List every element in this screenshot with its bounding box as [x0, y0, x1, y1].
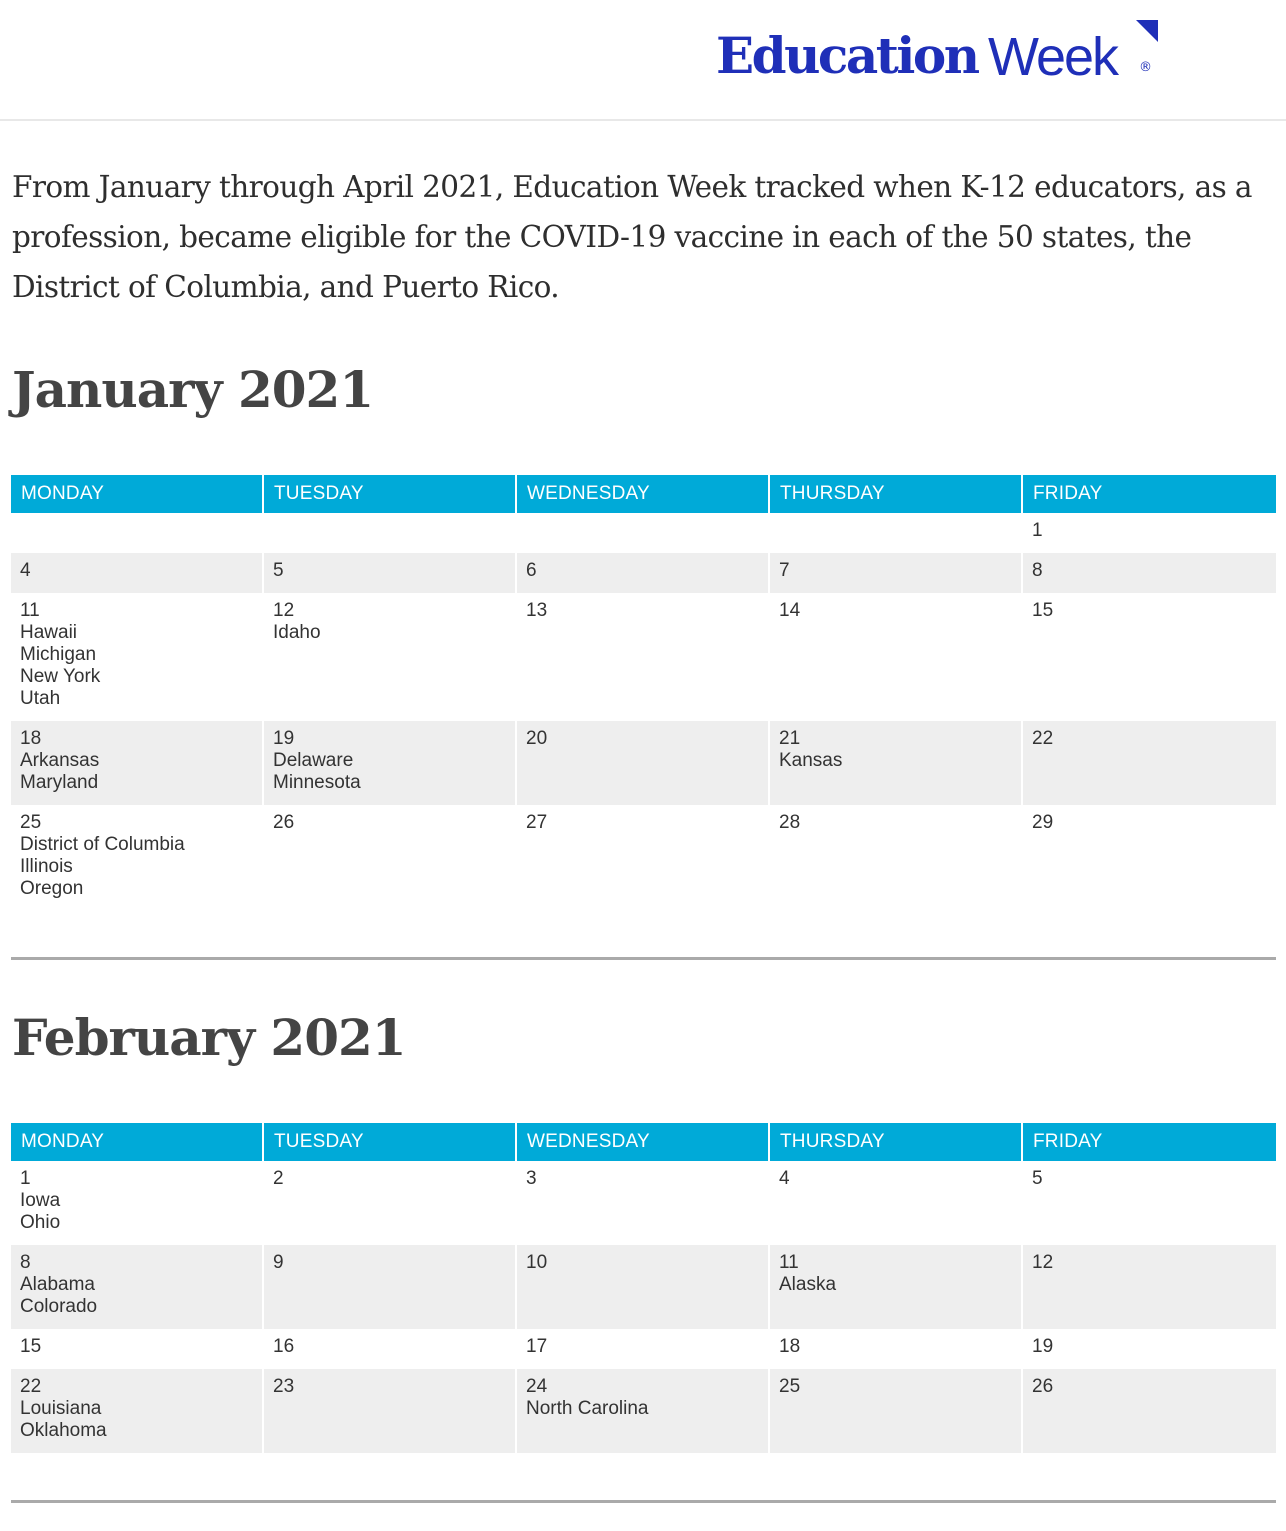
day-cell [264, 1161, 517, 1245]
day-cell [770, 1329, 1023, 1369]
day-cell [517, 513, 770, 553]
day-number [526, 520, 759, 542]
day-number: 8 [1032, 560, 1043, 581]
day-number: 23 [273, 1376, 295, 1397]
education-week-logo[interactable] [716, 26, 1166, 86]
day-number: 25 [779, 1376, 801, 1397]
day-number [779, 520, 1012, 542]
day-cell [11, 721, 264, 805]
day-number: 3 [526, 1168, 537, 1189]
logo-light-text: Week [988, 27, 1118, 87]
state-name: Arkansas [20, 750, 100, 771]
day-number: 11 [20, 600, 40, 621]
day-cell [770, 553, 1023, 593]
calendar-january [11, 475, 1276, 911]
day-number: 10 [526, 1252, 548, 1273]
week-row [11, 593, 1276, 721]
day-cell [770, 1245, 1023, 1329]
day-number: 12 [273, 600, 295, 621]
day-cell [11, 1245, 264, 1329]
state-name: Ohio [20, 1212, 61, 1233]
state-name: Illinois [20, 856, 73, 877]
day-number: 4 [20, 560, 31, 581]
day-number: 4 [779, 1168, 790, 1189]
day-cell [517, 1329, 770, 1369]
week-row [11, 1161, 1276, 1245]
day-cell [264, 721, 517, 805]
state-name: Oregon [20, 878, 84, 899]
state-name: Minnesota [273, 772, 361, 793]
day-cell [1023, 805, 1276, 911]
column-header: WEDNESDAY [517, 1123, 770, 1161]
day-number: 24 [526, 1376, 548, 1397]
day-number: 21 [779, 728, 801, 749]
day-cell [1023, 1245, 1276, 1329]
state-name: Colorado [20, 1296, 98, 1317]
day-number: 18 [779, 1336, 801, 1357]
week-row [11, 1369, 1276, 1453]
day-number [273, 520, 506, 542]
day-number: 1 [20, 1168, 31, 1189]
state-name: Iowa [20, 1190, 61, 1211]
day-number: 22 [20, 1376, 42, 1397]
day-cell [1023, 1161, 1276, 1245]
day-cell [11, 1329, 264, 1369]
week-row [11, 721, 1276, 805]
column-header: MONDAY [11, 1123, 264, 1161]
week-row [11, 805, 1276, 911]
day-number: 16 [273, 1336, 295, 1357]
state-name: Oklahoma [20, 1420, 107, 1441]
state-name: Louisiana [20, 1398, 102, 1419]
state-name: North Carolina [526, 1398, 649, 1419]
day-cell [517, 593, 770, 721]
logo-corner-triangle-icon [1136, 20, 1158, 42]
day-number: 25 [20, 812, 42, 833]
day-cell [1023, 513, 1276, 553]
column-header: WEDNESDAY [517, 475, 770, 513]
state-name: New York [20, 666, 101, 687]
day-number: 13 [526, 600, 548, 621]
day-number: 26 [273, 812, 295, 833]
column-header: FRIDAY [1023, 1123, 1276, 1161]
state-name: Idaho [273, 622, 321, 643]
state-name: Hawaii [20, 622, 78, 643]
day-number: 9 [273, 1252, 284, 1273]
column-header: FRIDAY [1023, 475, 1276, 513]
day-number: 7 [779, 560, 790, 581]
calendar-header-row [11, 1123, 1276, 1161]
day-number: 17 [526, 1336, 548, 1357]
day-cell [264, 805, 517, 911]
state-name: Utah [20, 688, 61, 709]
day-cell [517, 1161, 770, 1245]
state-name: Alaska [779, 1274, 837, 1295]
month-divider [11, 1500, 1276, 1503]
intro-paragraph: From January through April 2021, Education Week tracked when K-12 educators, as a profession, became eligible for the COVID-19 vaccine in each of the 50 states, the District of Columbia, and Puerto Rico. [12, 170, 1252, 304]
day-number: 1 [1032, 520, 1043, 541]
logo-registered-mark: ® [1139, 60, 1152, 75]
day-number: 8 [20, 1252, 31, 1273]
day-number: 20 [526, 728, 548, 749]
day-number: 26 [1032, 1376, 1054, 1397]
week-row [11, 513, 1276, 553]
day-cell [1023, 1369, 1276, 1453]
state-name: Maryland [20, 772, 99, 793]
column-header: TUESDAY [264, 1123, 517, 1161]
day-cell [770, 1161, 1023, 1245]
day-cell [264, 553, 517, 593]
state-name: Michigan [20, 644, 97, 665]
week-row [11, 1245, 1276, 1329]
day-cell [11, 1161, 264, 1245]
day-number: 2 [273, 1168, 284, 1189]
day-cell [770, 805, 1023, 911]
day-cell [11, 1369, 264, 1453]
day-cell [517, 553, 770, 593]
day-cell [11, 805, 264, 911]
month-title-january: January 2021 [12, 360, 374, 419]
day-cell [1023, 721, 1276, 805]
site-header [0, 0, 1286, 121]
day-number: 27 [526, 812, 548, 833]
day-number: 22 [1032, 728, 1054, 749]
day-cell [264, 1369, 517, 1453]
state-name: Kansas [779, 750, 843, 771]
day-cell [11, 553, 264, 593]
day-number: 18 [20, 728, 42, 749]
day-cell [770, 1369, 1023, 1453]
day-cell [770, 721, 1023, 805]
logo-bold-text: Education [716, 26, 978, 85]
column-header: THURSDAY [770, 1123, 1023, 1161]
day-number: 5 [1032, 1168, 1043, 1189]
state-name: Delaware [273, 750, 354, 771]
day-number: 15 [1032, 600, 1054, 621]
column-header: TUESDAY [264, 475, 517, 513]
day-cell [1023, 593, 1276, 721]
day-cell [517, 1245, 770, 1329]
column-header: THURSDAY [770, 475, 1023, 513]
day-number [20, 520, 253, 542]
column-header: MONDAY [11, 475, 264, 513]
month-divider [11, 957, 1276, 960]
day-cell [517, 805, 770, 911]
day-cell [264, 1329, 517, 1369]
day-number: 19 [1032, 1336, 1054, 1357]
day-number: 14 [779, 600, 801, 621]
day-cell [517, 721, 770, 805]
calendar-header-row [11, 475, 1276, 513]
day-cell [770, 513, 1023, 553]
day-cell [1023, 553, 1276, 593]
day-number: 15 [20, 1336, 42, 1357]
day-number: 29 [1032, 812, 1054, 833]
week-row [11, 553, 1276, 593]
calendar-february [11, 1123, 1276, 1453]
day-cell [264, 1245, 517, 1329]
day-number: 11 [779, 1252, 799, 1273]
day-number: 19 [273, 728, 295, 749]
month-title-february: February 2021 [12, 1008, 406, 1067]
day-number: 28 [779, 812, 801, 833]
day-number: 12 [1032, 1252, 1054, 1273]
day-cell [770, 593, 1023, 721]
day-cell [11, 513, 264, 553]
day-number: 6 [526, 560, 537, 581]
day-cell [11, 593, 264, 721]
day-number: 5 [273, 560, 284, 581]
state-name: Alabama [20, 1274, 95, 1295]
day-cell [517, 1369, 770, 1453]
week-row [11, 1329, 1276, 1369]
day-cell [264, 593, 517, 721]
state-name: District of Columbia [20, 834, 185, 855]
day-cell [1023, 1329, 1276, 1369]
day-cell [264, 513, 517, 553]
